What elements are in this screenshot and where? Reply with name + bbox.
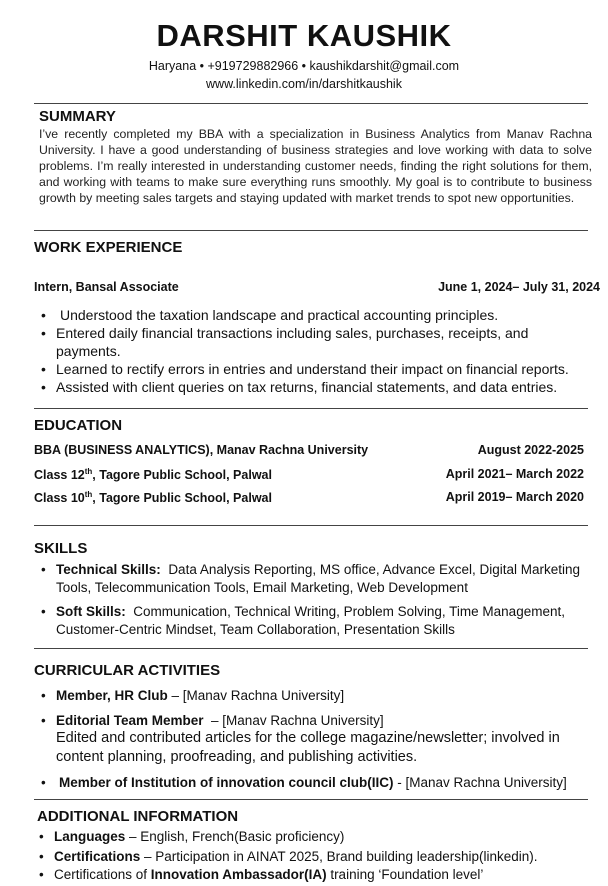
- list-item: • Entered daily financial transactions including sales, purchases, receipts, and payments.: [40, 324, 588, 360]
- candidate-name: DARSHIT KAUSHIK: [156, 18, 452, 53]
- divider: [34, 799, 588, 800]
- education-row: Class 12th, Tagore Public School, Palwal April 2021– March 2022: [34, 467, 584, 483]
- job-row: [34, 280, 600, 294]
- education-row: Class 10th, Tagore Public School, Palwal April 2019– March 2020: [34, 490, 584, 506]
- divider: [34, 408, 588, 409]
- job-role: Intern, Bansal Associate: [34, 280, 179, 294]
- education-heading: EDUCATION: [34, 417, 123, 434]
- job-dates: June 1, 2024– July 31, 2024: [438, 280, 600, 294]
- work-heading: WORK EXPERIENCE: [34, 239, 183, 256]
- list-item: • Editorial Team Member – [Manav Rachna University] Edited and contributed articles for the college magazine/newsletter; involved in content planning, proofreading, and publishing activities.: [40, 712, 588, 768]
- list-item: • Certifications of Innovation Ambassador(IA) training ‘Foundation level’: [38, 866, 586, 884]
- list-item: • Member, HR Club – [Manav Rachna University]: [40, 687, 588, 705]
- list-item: • Technical Skills: Data Analysis Reporting, MS office, Advance Excel, Digital Marketing Tools, Telecommunication Tools, Email Marketing, Web Development: [40, 561, 588, 596]
- list-item: • Learned to rectify errors in entries and understand their impact on financial reports.: [40, 360, 588, 378]
- work-bullets: [40, 306, 588, 396]
- divider: [34, 103, 588, 104]
- additional-list: [38, 828, 586, 884]
- summary-text: I’ve recently completed my BBA with a specialization in Business Analytics from Manav Rachna University. I have a good understanding of business strategies and love working with data to solve problems. I’m really interested in understanding customer needs, finding the right solutions for them, and working with teams to make sure everything runs smoothly. My goal is to contribute to business growth by meeting sales targets and staying updated with market trends to spot new opportunities.: [39, 127, 592, 205]
- divider: [34, 525, 588, 526]
- activities-heading: CURRICULAR ACTIVITIES: [34, 662, 221, 679]
- additional-heading: ADDITIONAL INFORMATION: [37, 808, 239, 825]
- skills-heading: SKILLS: [34, 540, 88, 557]
- list-item: • Member of Institution of innovation council club(IIC) - [Manav Rachna University]: [40, 774, 588, 792]
- list-item: • Assisted with client queries on tax returns, financial statements, and data entries.: [40, 378, 588, 396]
- activities-list: [40, 687, 588, 792]
- linkedin-url: www.linkedin.com/in/darshitkaushik: [206, 77, 402, 91]
- list-item: • Soft Skills: Communication, Technical Writing, Problem Solving, Time Management, Customer-Centric Mindset, Team Collaboration, Presentation Skills: [40, 603, 588, 638]
- education-row: BBA (BUSINESS ANALYTICS), Manav Rachna University August 2022-2025: [34, 443, 584, 457]
- contact-info: Haryana • +919729882966 • kaushikdarshit@gmail.com: [148, 59, 460, 73]
- list-item: • Understood the taxation landscape and practical accounting principles.: [40, 306, 588, 324]
- divider: [34, 648, 588, 649]
- divider: [34, 230, 588, 231]
- skills-list: [40, 561, 588, 638]
- list-item: • Certifications – Participation in AINAT 2025, Brand building leadership(linkedin).: [38, 848, 586, 866]
- list-item: • Languages – English, French(Basic proficiency): [38, 828, 586, 846]
- summary-heading: SUMMARY: [39, 108, 116, 125]
